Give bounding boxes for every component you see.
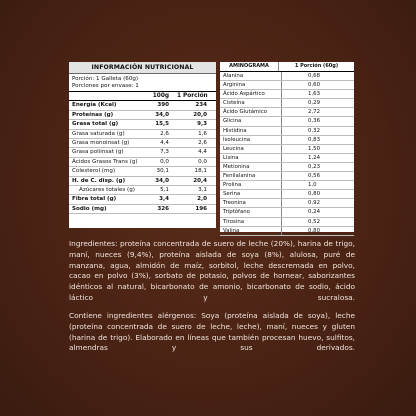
aminogram-row: [220, 208, 354, 217]
amino-acid-value: 0,68: [308, 73, 321, 79]
nutrition-title: INFORMACIÓN NUTRICIONAL: [69, 62, 216, 74]
nutrition-facts-table: [69, 62, 216, 228]
nutrition-header-row: [69, 92, 216, 101]
amino-acid-name: Ácido Aspártico: [220, 90, 282, 98]
nutrition-rows: [69, 101, 216, 214]
amino-acid-name: Leucina: [220, 145, 282, 153]
amino-acid-name: Lisina: [220, 154, 282, 162]
value-100g: 326: [157, 205, 169, 212]
nutrition-row: [69, 205, 216, 214]
value-100g: 4,4: [160, 139, 169, 146]
value-100g: 5,1: [160, 186, 169, 193]
nutrition-row: [69, 195, 216, 204]
aminogram-row: [220, 72, 354, 81]
nutrient-label: Energía (Kcal): [72, 102, 117, 109]
aminogram-header-row: [220, 62, 354, 72]
amino-acid-value: 0,60: [308, 82, 321, 89]
nutrition-row: [69, 148, 216, 157]
aminogram-row: [220, 163, 354, 172]
aminogram-row: [220, 218, 354, 227]
amino-acid-name: Fenilalanina: [220, 172, 282, 180]
amino-acid-name: Valina: [220, 227, 282, 235]
aminogram-row: [220, 81, 354, 90]
amino-acid-value: 0,80: [308, 191, 321, 198]
value-portion: 18,1: [194, 168, 207, 175]
amino-acid-name: Ácido Glutámico: [220, 108, 282, 116]
aminogram-table: [220, 62, 354, 232]
amino-acid-name: Triptófano: [220, 208, 282, 216]
nutrient-label: Grasa total (g): [72, 121, 119, 128]
value-portion: 3,1: [198, 186, 207, 193]
value-100g: 3,4: [159, 196, 169, 203]
amino-acid-value: 1,0: [308, 182, 317, 189]
col-100g-header: 100g: [152, 93, 169, 100]
nutrient-label: Grasa monoinsat (g): [72, 139, 130, 146]
value-100g: 34,0: [155, 111, 169, 118]
nutrition-row: [69, 177, 216, 186]
nutrition-row: [69, 120, 216, 129]
value-100g: 15,5: [155, 121, 169, 128]
value-100g: 0,0: [160, 158, 169, 165]
amino-acid-value: 0,29: [308, 100, 321, 107]
aminogram-row: [220, 154, 354, 163]
amino-acid-value: 0,32: [308, 127, 321, 134]
value-portion: 234: [195, 102, 207, 109]
nutrition-row: [69, 111, 216, 120]
value-portion: 196: [195, 205, 207, 212]
ingredients-paragraph: Ingredientes: proteína concentrada de suero de leche (20%), harina de trigo, maní, nueces (9,4%), proteína aislada de soya (8%), alulosa, puré de manzana, agua, almidón de maíz, sorbitol, leche descremada en polvo, cacao en polvo (3%), sorbato de potasio, polvos de hornear, saborizantes idénticos al natural, bicarbonato de amonio, bicarbonato de sodio, ácido láctico y sucralosa.: [69, 239, 355, 302]
value-portion: 0,0: [198, 158, 207, 165]
value-portion: 2,6: [198, 139, 207, 146]
amino-acid-value: 1,50: [308, 145, 321, 152]
amino-acid-value: 0,52: [308, 218, 321, 225]
nutrient-label: Grasa poliinsat (g): [72, 149, 124, 156]
value-100g: 7,3: [160, 149, 169, 156]
nutrition-row: [69, 130, 216, 139]
amino-acid-value: 2,72: [308, 109, 321, 116]
value-portion: 9,3: [197, 121, 207, 128]
aminogram-row: [220, 99, 354, 108]
nutrition-row: [69, 186, 216, 195]
amino-acid-value: 0,83: [308, 136, 321, 143]
portion-size: Porción: 1 Galleta (60g): [72, 76, 139, 82]
nutrient-label: Colesterol (mg): [72, 168, 116, 175]
amino-acid-name: Arginina: [220, 81, 282, 89]
amino-acid-name: Histidina: [220, 127, 282, 135]
value-portion: 2,0: [197, 196, 207, 203]
aminogram-row: [220, 181, 354, 190]
portions-per-pack: Porciones por envase: 1: [72, 83, 139, 90]
col-portion-header: 1 Porción: [177, 93, 208, 100]
aminogram-row: [220, 117, 354, 126]
amino-acid-name: Treonina: [220, 199, 282, 207]
amino-acid-name: Isoleucina: [220, 136, 282, 144]
amino-acid-value: 0,24: [308, 209, 321, 216]
amino-acid-value: 1,63: [308, 91, 321, 98]
value-portion: 20,0: [193, 111, 207, 118]
nutrient-label: Ácidos Grasos Trans (g): [72, 158, 138, 165]
nutrient-label: Grasa saturada (g): [72, 130, 125, 137]
amino-acid-value: 0,80: [308, 227, 321, 234]
nutrient-label: H. de C. disp. (g): [72, 177, 126, 184]
allergens-paragraph: Contiene ingredientes alérgenos: Soya (proteína aislada de soya), leche (proteína concentrada de suero de leche, leche), maní, nueces y gluten (harina de trigo). Elaborado en líneas que también procesan huevo, sulfitos, almendras y sus derivados.: [69, 311, 355, 353]
aminogram-row: [220, 127, 354, 136]
amino-acid-value: 0,56: [308, 173, 321, 180]
value-portion: 4,4: [198, 149, 207, 156]
amino-acid-value: 1,24: [308, 154, 321, 161]
amino-acid-name: Prolina: [220, 181, 282, 189]
aminogram-row: [220, 145, 354, 154]
nutrient-label: Proteínas (g): [72, 111, 114, 118]
amino-acid-name: Tirosina: [220, 218, 282, 226]
value-portion: 1,6: [198, 130, 207, 137]
nutrition-meta: [69, 74, 216, 92]
value-100g: 34,0: [155, 177, 169, 184]
aminogram-row: [220, 90, 354, 99]
aminogram-row: [220, 199, 354, 208]
amino-acid-name: Metionina: [220, 163, 282, 171]
amino-acid-name: Cisteína: [220, 99, 282, 107]
aminogram-row: [220, 136, 354, 145]
value-100g: 390: [157, 102, 169, 109]
amino-acid-value: 0,23: [308, 163, 321, 170]
aminogram-row: [220, 172, 354, 181]
nutrient-label: Sodio (mg): [72, 205, 107, 212]
aminogram-value-header: 1 Porción (60g): [294, 63, 339, 69]
amino-acid-name: Alanina: [220, 72, 282, 80]
amino-acid-name: Glicina: [220, 117, 282, 125]
aminogram-rows: [220, 72, 354, 236]
amino-acid-name: Serina: [220, 190, 282, 198]
nutrient-label: Fibra total (g): [72, 196, 117, 203]
value-100g: 2,6: [160, 130, 169, 137]
value-portion: 20,4: [193, 177, 207, 184]
amino-acid-value: 0,92: [308, 200, 321, 207]
nutrition-row: [69, 158, 216, 167]
aminogram-name-header: AMINOGRAMA: [220, 62, 279, 71]
aminogram-row: [220, 190, 354, 199]
aminogram-row: [220, 227, 354, 236]
nutrition-row: [69, 167, 216, 176]
value-100g: 30,1: [156, 168, 169, 175]
nutrition-row: [69, 139, 216, 148]
amino-acid-value: 0,36: [308, 118, 321, 125]
nutrition-row: [69, 101, 216, 110]
aminogram-row: [220, 108, 354, 117]
nutrient-label: Azúcares totales (g): [79, 186, 135, 193]
